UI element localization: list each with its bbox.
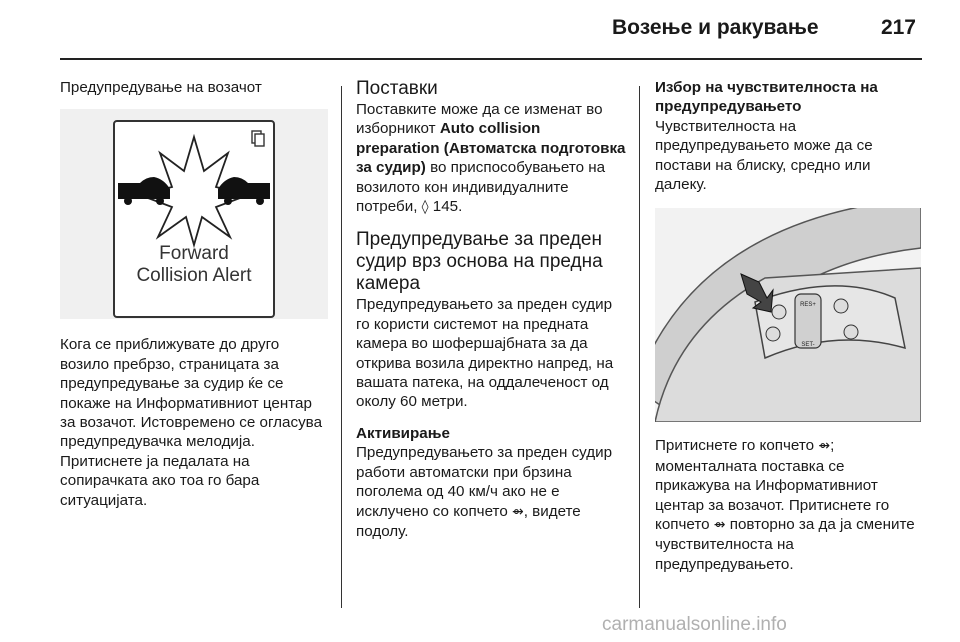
sensitivity-text-3: повторно за да ја смените чувствителноста на предупредувањето. <box>655 516 915 573</box>
settings-text-pre: Поставките може да се изменат во изборникот <box>356 101 603 138</box>
camera-warning-heading: Предупредување за преден судир врз основа на предна камера <box>356 229 603 295</box>
collision-alert-button <box>772 305 786 319</box>
figure-forward-label: Forward <box>159 243 229 265</box>
settings-menu-name: Auto collision preparation (Автоматска подготовка за судир) <box>356 120 626 177</box>
sensitivity-text-1: Притиснете го копчето <box>655 437 819 455</box>
settings-heading: Поставки <box>356 78 438 99</box>
sensitivity-heading: Избор на чувствителноста на предупредувањето <box>655 79 878 116</box>
driver-warning-heading: Предупредување на возачот <box>60 79 262 96</box>
sensitivity-text-2: ; моменталната поставка се прикажува на Информативниот центар за возачот. Притиснете го копчето <box>655 437 890 534</box>
steering-wheel-illustration <box>655 208 921 422</box>
activation-heading: Активирање <box>356 424 450 442</box>
collision-alert-button-icon-1: ⇴ <box>818 438 831 455</box>
header-rule <box>60 58 922 60</box>
settings-page-ref[interactable]: 145. <box>428 198 463 216</box>
watermark: carmanualsonline.info <box>602 614 787 635</box>
forward-collision-alert-figure <box>60 109 328 319</box>
res-label: RES+ <box>800 302 816 309</box>
figure-collision-alert-label: Collision Alert <box>136 265 252 287</box>
cruise-button <box>834 299 848 313</box>
collision-alert-button-icon-2: ⇴ <box>713 517 726 534</box>
page-reference-arrow-icon: ◊ <box>421 199 429 216</box>
settings-paragraph <box>356 100 626 217</box>
sensitivity-intro: Чувствителноста на предупредувањето може да се постави на блиску, средно или далеку. <box>655 117 873 194</box>
set-label: SET- <box>801 342 815 349</box>
activation-text-post: , видете подолу. <box>356 502 581 540</box>
speed-button <box>766 327 780 341</box>
activation-text-pre: Предупредувањето за преден судир работи автоматски при брзина поголема од 40 км/ч ако не е исклучено со копчето <box>356 444 613 520</box>
column-3 <box>655 78 923 574</box>
page-number: 217 <box>880 16 916 39</box>
running-header-title: Возење и ракување <box>612 16 819 39</box>
column-divider-left <box>341 86 342 608</box>
activation-body <box>356 443 626 541</box>
column-divider-right <box>639 86 640 608</box>
column-1 <box>60 78 328 510</box>
limiter-button <box>844 325 858 339</box>
steering-wheel-figure <box>655 208 921 422</box>
settings-text-post: во приспособувањето на возилото кон индивидуалните потреби, <box>356 159 606 216</box>
camera-warning-body: Предупредувањето за преден судир го користи системот на предната камера во шофершајбната за да открива возила директно напред, на вашата патека, на оддалеченост од околу 60 метри. <box>356 296 614 411</box>
collision-alert-button-icon: ⇴ <box>511 503 524 520</box>
collision-alert-illustration <box>60 109 328 319</box>
column-2 <box>356 78 626 541</box>
driver-warning-body: Кога се приближувате до друго возило пребрзо, страницата за предупредување за судир ќе се покаже на Информативниот центар за возачот. Истовремено се огласува предупредувачка мелодија. Притиснете ја педалата на сопирачката ако тоа го бара ситуацијата. <box>60 336 323 509</box>
sensitivity-body <box>655 436 923 574</box>
